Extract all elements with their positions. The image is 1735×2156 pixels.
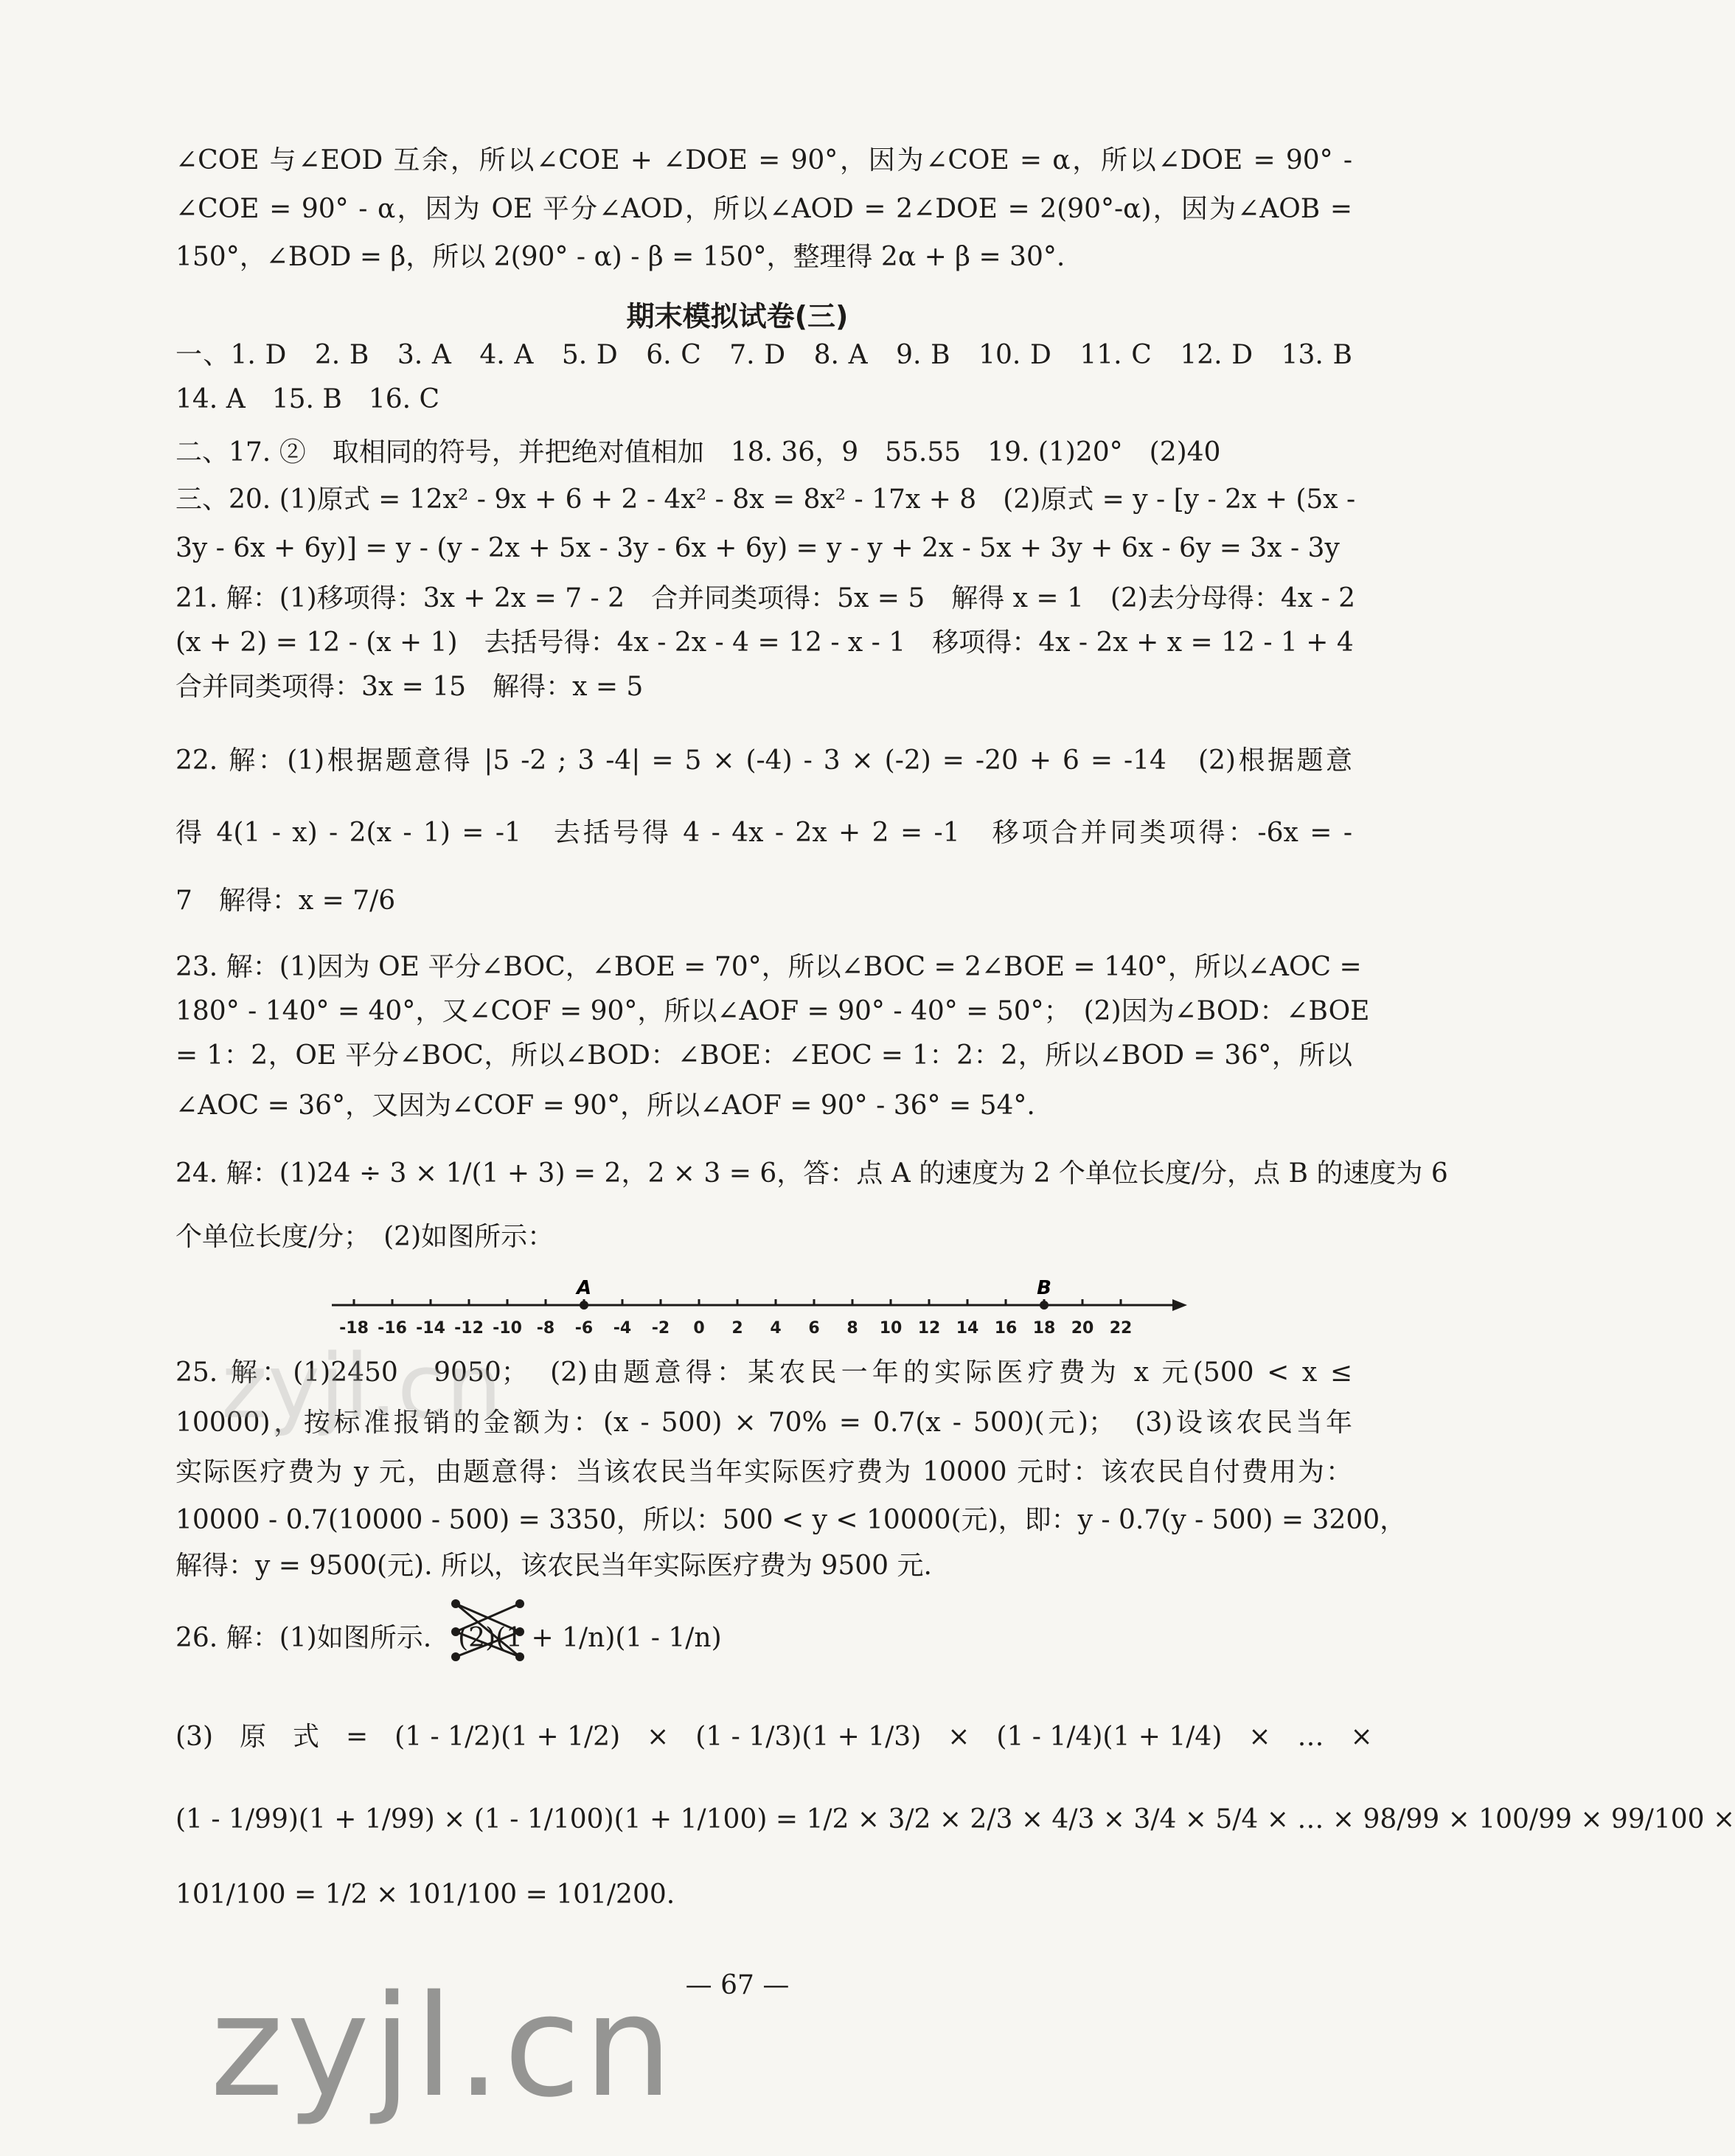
number-line-tick-label: -4 xyxy=(613,1319,632,1338)
q26-line-2: (3) 原 式 = (1 - 1/2)(1 + 1/2) × (1 - 1/3)(1 + 1/3) × (1 - 1/4)(1 + 1/4) × … × xyxy=(175,1722,1373,1752)
number-line-tick-label: -14 xyxy=(416,1319,445,1338)
text-line-1: ∠COE 与∠EOD 互余，所以∠COE + ∠DOE = 90°，因为∠COE = α，所以∠DOE = 90° - xyxy=(175,145,1352,175)
q23-line-3: = 1：2，OE 平分∠BOC，所以∠BOD：∠BOE：∠EOC = 1：2：2，所以∠BOD = 36°，所以 xyxy=(175,1040,1352,1071)
q26-line-1: 26. 解：(1)如图所示. (2)(1 + 1/n)(1 - 1/n) xyxy=(175,1623,722,1653)
q23-line-4: ∠AOC = 36°，又因为∠COF = 90°，所以∠AOF = 90° - 36° = 54°. xyxy=(175,1091,1035,1121)
q22-line-3: 7 解得：x = 7/6 xyxy=(175,886,396,916)
number-line-tick-label: 22 xyxy=(1109,1319,1133,1338)
number-line-tick-label: 2 xyxy=(731,1319,743,1338)
q22-line-2: 得 4(1 - x) - 2(x - 1) = -1 去括号得 4 - 4x - 2x + 2 = -1 移项合并同类项得：-6x = - xyxy=(175,818,1352,848)
page-number: — 67 — xyxy=(685,1970,790,2000)
number-line-arrow xyxy=(1172,1299,1187,1311)
q25-line-3: 实际医疗费为 y 元，由题意得：当该农民当年实际医疗费为 10000 元时：该农民自付费用为： xyxy=(175,1457,1352,1487)
number-line-tick-label: -2 xyxy=(651,1319,670,1338)
number-line-tick-label: 0 xyxy=(693,1319,705,1338)
q21-line-3: 合并同类项得：3x = 15 解得：x = 5 xyxy=(175,672,644,702)
q25-line-1: 25. 解：(1)2450 9050； (2)由题意得：某农民一年的实际医疗费为 x 元(500 < x ≤ xyxy=(175,1357,1352,1388)
watermark-logo: zyjl.cn xyxy=(210,1965,676,2128)
number-line-tick-label: -10 xyxy=(493,1319,522,1338)
q26-line-3: (1 - 1/99)(1 + 1/99) × (1 - 1/100)(1 + 1/100) = 1/2 × 3/2 × 2/3 × 4/3 × 3/4 × 5/4 × … × 98/99 × 100/99 × 99/100 × xyxy=(175,1804,1735,1835)
number-line-tick-label: -18 xyxy=(339,1319,369,1338)
q24-line-2: 个单位长度/分； (2)如图所示： xyxy=(175,1222,554,1252)
q26-line-4: 101/100 = 1/2 × 101/100 = 101/200. xyxy=(175,1879,675,1910)
q23-line-1: 23. 解：(1)因为 OE 平分∠BOC，∠BOE = 70°，所以∠BOC = 2∠BOE = 140°，所以∠AOC = xyxy=(175,952,1362,982)
number-line-tick-label: 16 xyxy=(994,1319,1018,1338)
text-line-3: 150°，∠BOD = β，所以 2(90° - α) - β = 150°，整理得 2α + β = 30°. xyxy=(175,242,1065,272)
text-line-2: ∠COE = 90° - α，因为 OE 平分∠AOD，所以∠AOD = 2∠DOE = 2(90°-α)，因为∠AOB = xyxy=(175,194,1352,224)
q20-line-1: 三、20. (1)原式 = 12x² - 9x + 6 + 2 - 4x² - 8x = 8x² - 17x + 8 (2)原式 = y - [y - 2x + (5x - xyxy=(175,484,1356,515)
mc-answers-line-2: 14. A 15. B 16. C xyxy=(175,384,440,414)
q20-line-2: 3y - 6x + 6y)] = y - (y - 2x + 5x - 3y - 6x + 6y) = y - y + 2x - 5x + 3y + 6x - 6y = 3x - 3y xyxy=(175,533,1340,563)
point-b-dot xyxy=(1040,1301,1049,1310)
q22-line-1: 22. 解：(1)根据题意得 |5 -2 ; 3 -4| = 5 × (-4) - 3 × (-2) = -20 + 6 = -14 (2)根据题意 xyxy=(175,745,1352,776)
mc-answers-line-1: 一、1. D 2. B 3. A 4. A 5. D 6. C 7. D 8. A 9. B 10. D 11. C 12. D 13. B xyxy=(175,340,1352,370)
watermark-faint: zyjl.cn xyxy=(221,1336,502,1439)
point-b-label: B xyxy=(1037,1277,1051,1299)
number-line-tick-label: -6 xyxy=(574,1319,594,1338)
point-a-label: A xyxy=(576,1277,592,1299)
number-line-tick-label: 8 xyxy=(846,1319,858,1338)
number-line-tick-label: 20 xyxy=(1071,1319,1094,1338)
number-line-tick-label: 18 xyxy=(1032,1319,1056,1338)
q21-line-2: (x + 2) = 12 - (x + 1) 去括号得：4x - 2x - 4 = 12 - x - 1 移项得：4x - 2x + x = 12 - 1 + 4 xyxy=(175,627,1354,658)
number-line-tick-label: 12 xyxy=(917,1319,941,1338)
section-title: 期末模拟试卷(三) xyxy=(626,300,849,333)
q21-line-1: 21. 解：(1)移项得：3x + 2x = 7 - 2 合并同类项得：5x = 5 解得 x = 1 (2)去分母得：4x - 2 xyxy=(175,583,1356,613)
number-line-tick-label: -16 xyxy=(378,1319,407,1338)
number-line-figure xyxy=(324,1268,1195,1342)
fill-answers-line: 二、17. ② 取相同的符号，并把绝对值相加 18. 36，9 55.55 19. (1)20° (2)40 xyxy=(175,437,1221,467)
number-line-tick-label: 10 xyxy=(879,1319,903,1338)
number-line-tick-label: 14 xyxy=(956,1319,979,1338)
number-line-tick-label: 6 xyxy=(808,1319,820,1338)
q23-line-2: 180° - 140° = 40°，又∠COF = 90°，所以∠AOF = 90° - 40° = 50°； (2)因为∠BOD：∠BOE xyxy=(175,996,1370,1026)
q25-line-4: 10000 - 0.7(10000 - 500) = 3350，所以：500 < y < 10000(元)，即：y - 0.7(y - 500) = 3200， xyxy=(175,1505,1407,1535)
q25-line-5: 解得：y = 9500(元). 所以，该农民当年实际医疗费为 9500 元. xyxy=(175,1551,932,1581)
q25-line-2: 10000)，按标准报销的金额为：(x - 500) × 70% = 0.7(x - 500)(元)； (3)设该农民当年 xyxy=(175,1408,1352,1438)
number-line-tick-label: -12 xyxy=(454,1319,484,1338)
q24-line-1: 24. 解：(1)24 ÷ 3 × 1/(1 + 3) = 2，2 × 3 = 6，答：点 A 的速度为 2 个单位长度/分，点 B 的速度为 6 xyxy=(175,1158,1448,1189)
point-a-dot xyxy=(580,1301,588,1310)
number-line-tick-label: 4 xyxy=(770,1319,782,1338)
number-line-tick-label: -8 xyxy=(536,1319,555,1338)
